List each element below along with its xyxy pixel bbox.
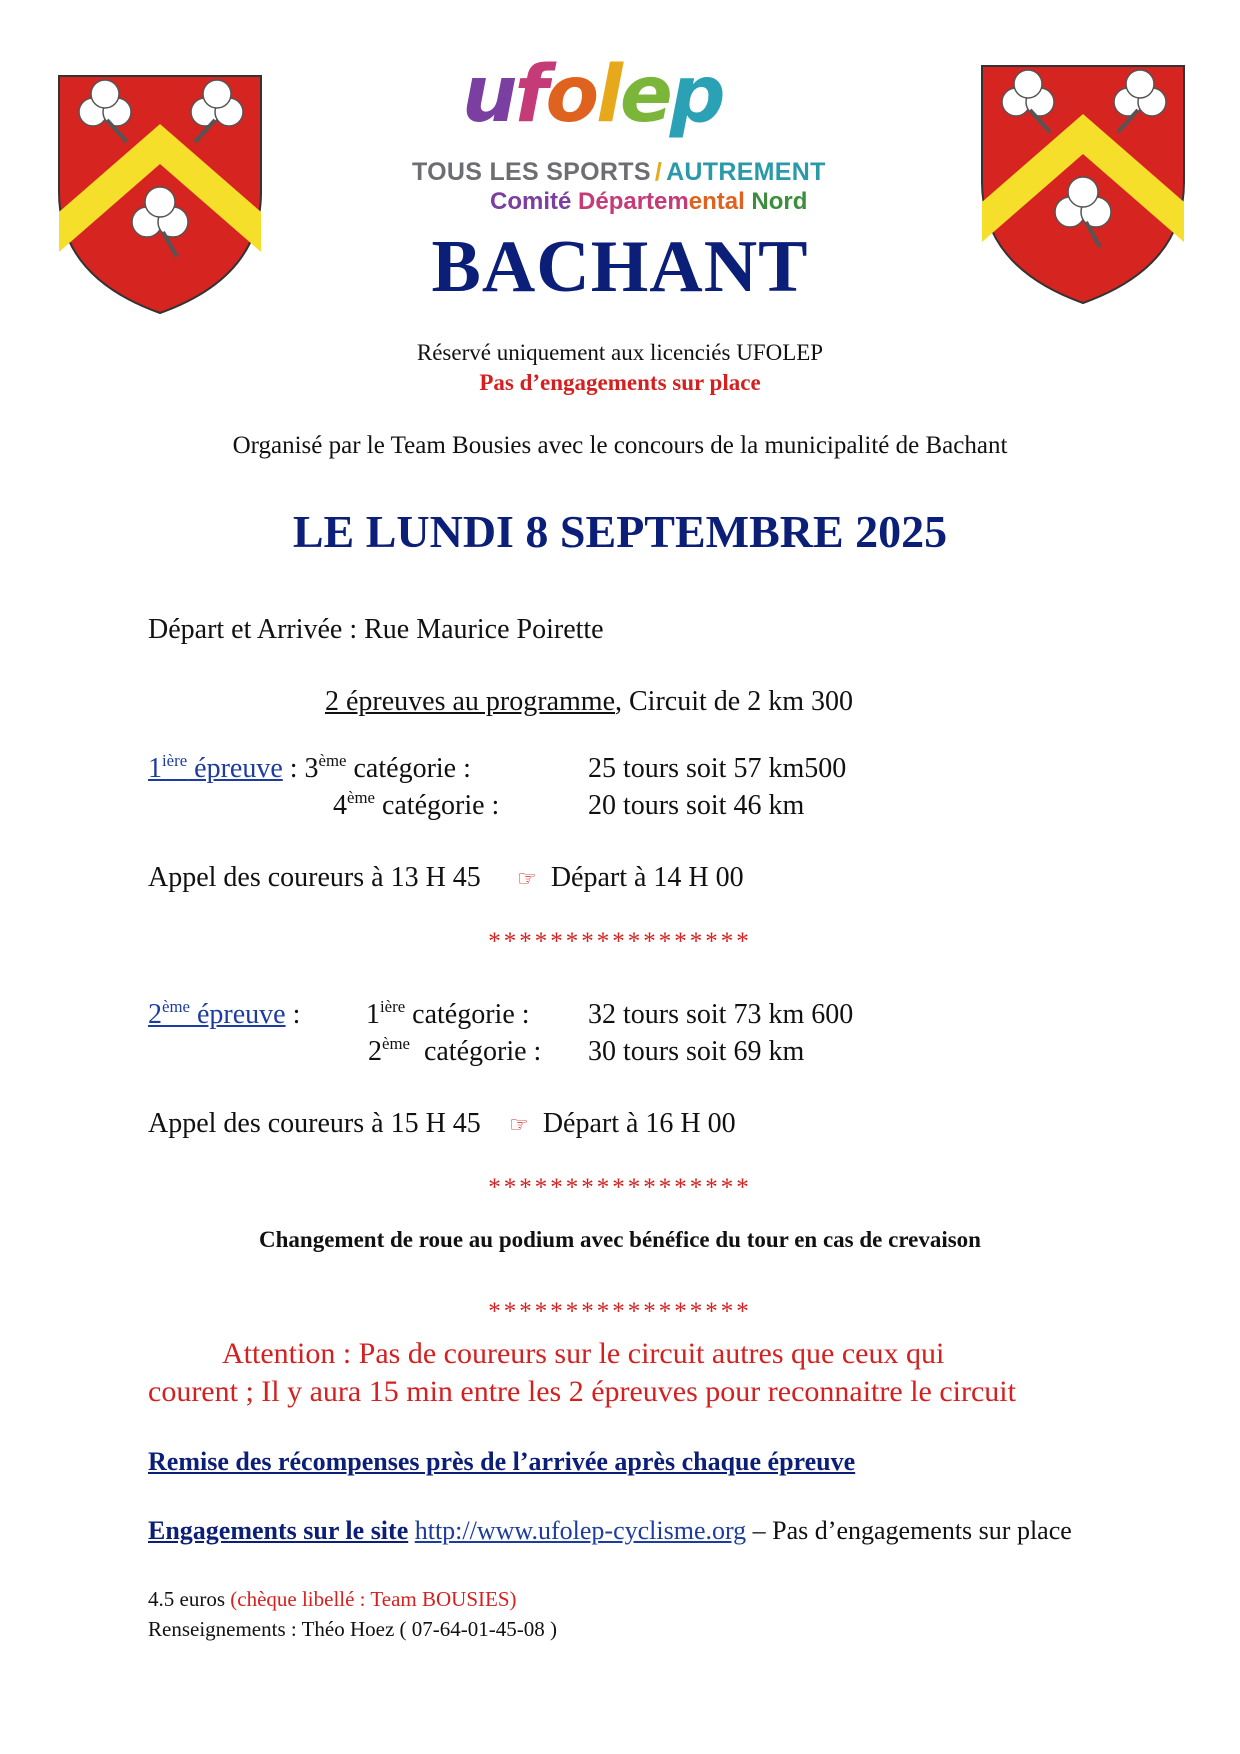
tagline-right: AUTREMENT bbox=[666, 158, 826, 186]
category-label: catégorie : bbox=[346, 753, 471, 784]
start-finish: Départ et Arrivée : Rue Maurice Poirette bbox=[148, 614, 604, 645]
registration-label: Engagements sur le site bbox=[148, 1516, 409, 1545]
contact-line: Renseignements : Théo Hoez ( 07-64-01-45-08 ) bbox=[148, 1617, 558, 1641]
race2-call-time: Appel des coureurs à 15 H 45 bbox=[148, 1108, 481, 1139]
no-onsite-notice: Pas d’engagements sur place bbox=[479, 370, 761, 395]
fee-amount: 4.5 euros bbox=[148, 1587, 231, 1611]
ufolep-logo bbox=[462, 50, 723, 140]
committee-name bbox=[490, 188, 807, 216]
logo-letter: l bbox=[596, 50, 620, 140]
race2-title bbox=[148, 999, 286, 1030]
race-word: épreuve bbox=[187, 753, 283, 784]
logo-letter: u bbox=[462, 50, 515, 140]
circuit-length: , Circuit de 2 km 300 bbox=[615, 686, 853, 717]
race2-start-time: Départ à 16 H 00 bbox=[542, 1108, 736, 1139]
registration-suffix: – Pas d’engagements sur place bbox=[746, 1516, 1072, 1545]
category-suffix: ème bbox=[318, 751, 347, 771]
committee-part: Comité bbox=[490, 188, 579, 215]
category-label: catégorie : bbox=[409, 1036, 542, 1067]
race1-schedule bbox=[148, 862, 744, 894]
registration-site-link[interactable]: http://www.ufolep-cyclisme.org bbox=[414, 1516, 747, 1545]
tagline-left: TOUS LES SPORTS bbox=[412, 158, 651, 186]
race-number: 1 bbox=[148, 753, 162, 784]
race-word: épreuve bbox=[189, 999, 286, 1030]
race2-cat-a-detail: 32 tours soit 73 km 600 bbox=[588, 999, 854, 1030]
slash-icon: / bbox=[654, 158, 663, 186]
category-number: 1 bbox=[366, 999, 380, 1030]
separator: : bbox=[285, 999, 301, 1030]
committee-part: Nord bbox=[751, 188, 808, 215]
registration-line bbox=[148, 1516, 1072, 1546]
awards-note: Remise des récompenses près de l’arrivée après chaque épreuve bbox=[148, 1447, 856, 1476]
race1-cat-b bbox=[333, 790, 499, 822]
stars-divider: ***************** bbox=[488, 928, 752, 955]
race2-cat-b bbox=[368, 1036, 541, 1068]
logo-tagline bbox=[412, 158, 826, 187]
committee-part: Départem bbox=[578, 188, 689, 215]
category-number: 4 bbox=[333, 790, 347, 821]
stars-divider: ***************** bbox=[488, 1298, 752, 1325]
logo-letter: p bbox=[669, 50, 723, 140]
race1-cat-b-detail: 20 tours soit 46 km bbox=[588, 790, 805, 821]
committee-part: ental bbox=[688, 188, 752, 215]
race-number-suffix: ème bbox=[162, 997, 190, 1017]
category-suffix: ème bbox=[382, 1034, 410, 1054]
wheel-change-note: Changement de roue au podium avec bénéfice du tour en cas de crevaison bbox=[259, 1227, 981, 1252]
warning-line-1: Attention : Pas de coureurs sur le circuit autres que ceux qui bbox=[222, 1337, 945, 1370]
pointing-hand-icon: ☞ bbox=[508, 1112, 529, 1137]
pointing-hand-icon: ☞ bbox=[516, 866, 537, 891]
category-label: catégorie : bbox=[405, 999, 530, 1030]
category-label: catégorie : bbox=[374, 790, 500, 821]
race2-cat-a bbox=[366, 999, 530, 1031]
race-number-suffix: ière bbox=[162, 751, 188, 771]
race1-call-time: Appel des coureurs à 13 H 45 bbox=[148, 862, 481, 893]
stars-divider: ***************** bbox=[488, 1174, 752, 1201]
event-date: LE LUNDI 8 SEPTEMBRE 2025 bbox=[292, 506, 948, 557]
category-suffix: ème bbox=[347, 788, 375, 808]
race2-schedule bbox=[148, 1108, 736, 1140]
race-number: 2 bbox=[148, 999, 162, 1030]
logo-letter: f bbox=[514, 50, 546, 140]
page-title: BACHANT bbox=[431, 226, 809, 308]
race1-title bbox=[148, 753, 283, 784]
cheque-payee: (chèque libellé : Team BOUSIES) bbox=[230, 1587, 517, 1611]
program-summary bbox=[325, 686, 853, 718]
race2-cat-b-detail: 30 tours soit 69 km bbox=[588, 1036, 805, 1067]
race1-start-time: Départ à 14 H 00 bbox=[550, 862, 744, 893]
category-suffix: ière bbox=[380, 997, 406, 1017]
category-number: 3 bbox=[304, 753, 319, 784]
fee-line bbox=[148, 1587, 517, 1612]
program-count: 2 épreuves au programme bbox=[325, 686, 615, 717]
race1-cat-a-detail: 25 tours soit 57 km500 bbox=[588, 753, 847, 784]
organizer-text: Organisé par le Team Bousies avec le concours de la municipalité de Bachant bbox=[232, 432, 1008, 459]
warning-line-2: courent ; Il y aura 15 min entre les 2 épreuves pour reconnaitre le circuit bbox=[148, 1375, 1016, 1408]
members-only-notice: Réservé uniquement aux licenciés UFOLEP bbox=[416, 340, 824, 365]
category-number: 2 bbox=[368, 1036, 382, 1067]
race1-heading bbox=[148, 753, 471, 785]
logo-letter: o bbox=[545, 50, 597, 140]
race2-heading bbox=[148, 999, 300, 1031]
separator: : bbox=[282, 753, 305, 784]
logo-letter: e bbox=[619, 50, 670, 140]
